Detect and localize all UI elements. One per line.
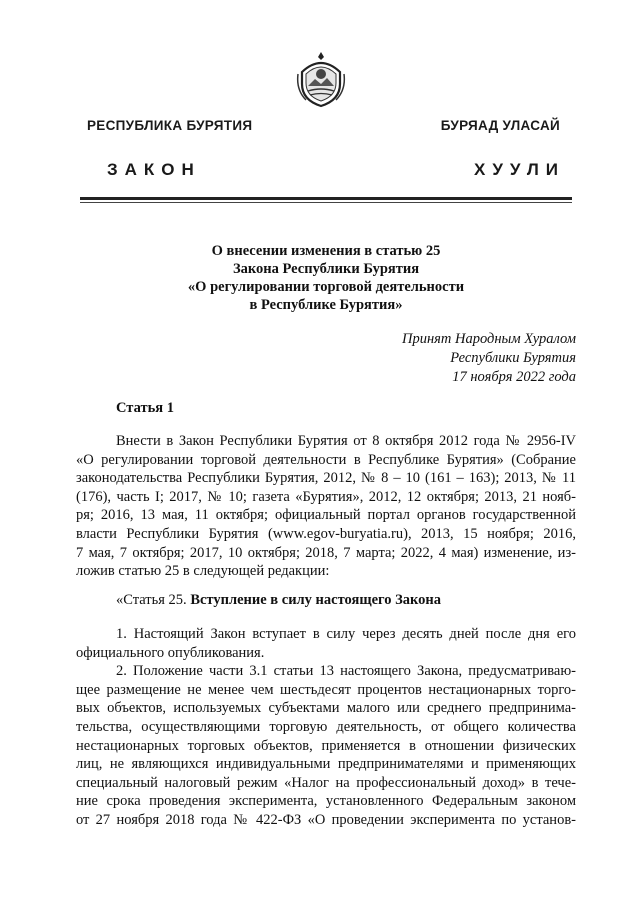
clause-2-line: ние срока проведения эксперимента, установленного Федеральным законом [76,793,576,810]
document-type-buryat: ХУУЛИ [474,160,565,179]
paragraph-line: ря; 2016, 13 мая, 11 октября; официальный портал органов государственной [76,507,576,524]
document-type-russian: ЗАКОН [107,160,201,179]
article-1-paragraph [76,432,576,581]
paragraph-line: «О регулировании торговой деятельности в Республике Бурятия» (Собрание [76,451,576,468]
law-title-line: «О регулировании торговой деятельности [187,279,465,295]
law-title-line: О внесении изменения в статью 25 [211,243,441,259]
paragraph-line: Внести в Закон Республики Бурятия от 8 октября 2012 года № 2956-IV [116,433,576,449]
law-title-line: в Республике Бурятия» [249,297,403,313]
law-title-line: Закона Республики Бурятия [232,261,420,277]
paragraph-line: власти Республики Бурятия (www.egov-buryatia.ru), 2013, 15 ноября; 2016, [76,525,576,542]
article-25-heading [76,591,576,610]
clause-2-line: нестационарных торговых объектов, применяется в отношении физических [76,737,576,754]
adoption-note-line: Республики Бурятия [450,350,576,366]
clause-2-line: специальный налоговый режим «Налог на профессиональный доход» в тече- [76,774,576,791]
article-1-heading: Статья 1 [116,400,174,416]
republic-name-russian: РЕСПУБЛИКА БУРЯТИЯ [87,118,253,133]
article-25-heading-line [76,591,576,610]
law-title [120,242,532,314]
header-divider-thick [80,197,572,200]
article-25-title: Вступление в силу настоящего Закона [190,592,442,608]
clause-2-line: вых объектов, используемых субъектами малого или среднего предпринима- [76,700,576,717]
paragraph-line: законодательства Республики Бурятия, 2012, № 8 – 10 (161 – 163); 2013, № 11 [76,470,576,487]
clause-2-line: лиц, не являющихся индивидуальными предпринимателями и применяющих [76,756,576,773]
clause-1-line: 1. Настоящий Закон вступает в силу через десять дней после дня его [116,626,576,642]
header-divider-thin [80,202,572,203]
clause-2-line: щее размещение не менее чем шестьдесят процентов нестационарных торго- [76,681,576,698]
paragraph-line: (176), часть I; 2017, № 10; газета «Бурятия», 2012, 12 октября; 2013, 21 нояб- [76,488,576,505]
clause-2-line: тельства, осуществляющими торговую деятельность, от общего количества [76,718,576,735]
adoption-note [402,330,576,387]
paragraph-line: ложив статью 25 в следующей редакции: [76,563,330,580]
coat-of-arms-emblem-icon [296,50,346,108]
paragraph-line: 7 мая, 7 октября; 2017, 10 октября; 2018, 7 марта; 2022, 4 мая) изменение, из- [76,544,576,561]
article-25-number: «Статья 25. [116,592,187,608]
adoption-note-date: 17 ноября 2022 года [452,369,576,385]
clause-2-line: 2. Положение части 3.1 статьи 13 настоящего Закона, предусматриваю- [116,663,576,680]
republic-name-buryat: БУРЯАД УЛАСАЙ [440,118,560,133]
clause-1-line: официального опубликования. [76,644,265,661]
article-25-clauses [76,625,576,830]
adoption-note-line: Принят Народным Хуралом [401,331,576,347]
clause-2-line: от 27 ноября 2018 года № 422-ФЗ «О проведении эксперимента по установ- [76,811,576,828]
